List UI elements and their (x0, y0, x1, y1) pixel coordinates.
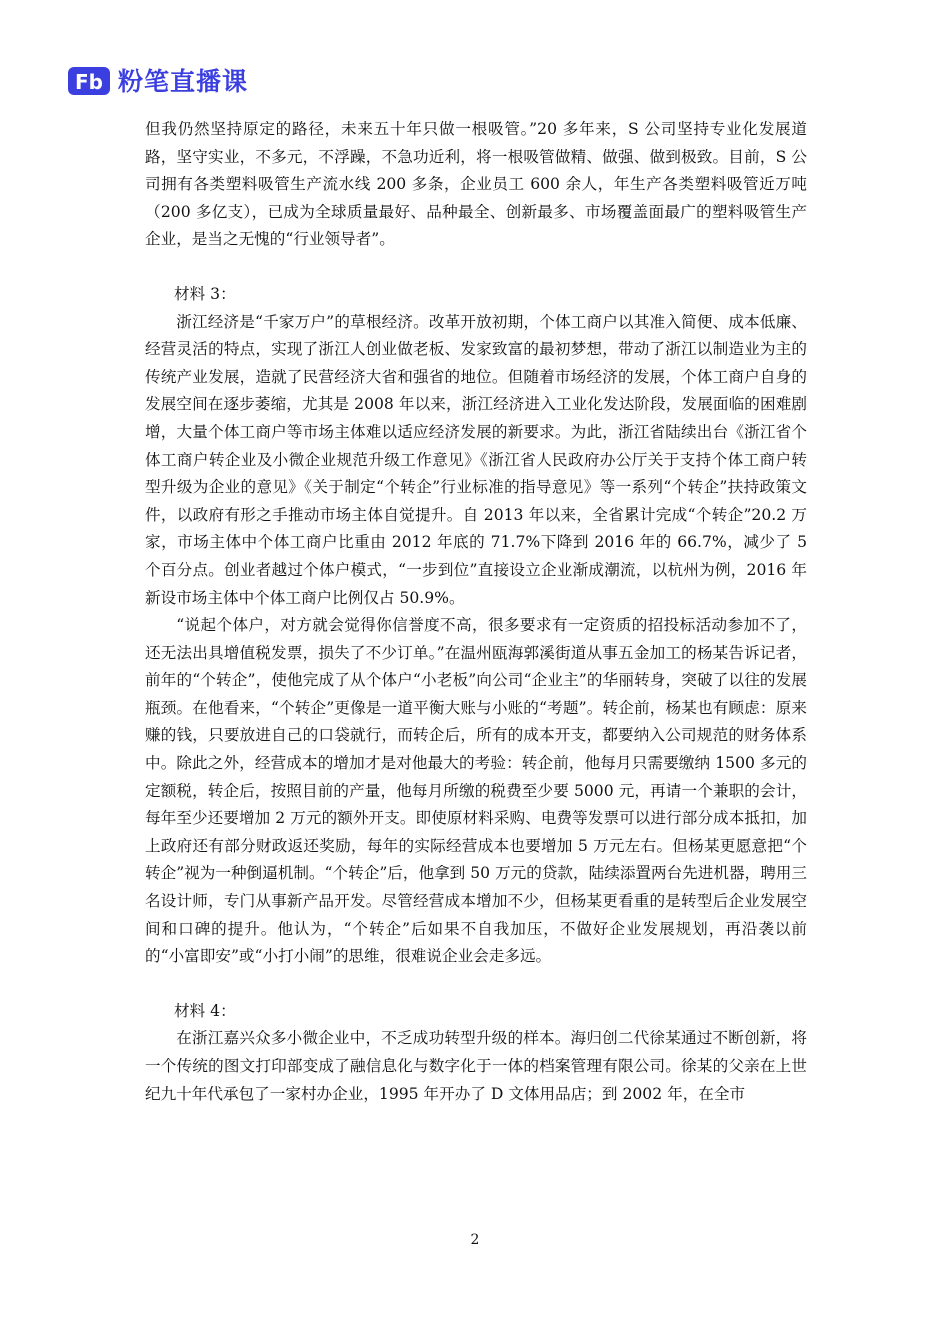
paragraph: 在浙江嘉兴众多小微企业中，不乏成功转型升级的样本。海归创二代徐某通过不断创新，将一个传统的图文打印部变成了融信息化与数字化于一体的档案管理有限公司。徐某的父亲在上世纪九十年代承包了一家村办企业，1995 年开办了 D 文体用品店；到 2002 年，在全市 (145, 1029, 807, 1103)
paragraph-continuation: 但我仍然坚持原定的路径，未来五十年只做一根吸管。”20 多年来，S 公司坚持专业化发展道路，坚守实业，不多元，不浮躁，不急功近利，将一根吸管做精、做强、做到极致。目前，S 公司拥有各类塑料吸管生产流水线 200 多条，企业员工 600 余人，年生产各类塑料吸管近万吨（200 多亿支），已成为全球质量最好、品种最全、创新最多、市场覆盖面最广的塑料吸管生产企业，是当之无愧的“行业领导者”。 (145, 120, 807, 249)
material-4-heading: 材料 4： (174, 1001, 236, 1020)
paragraph: 浙江经济是“千家万户”的草根经济。改革开放初期，个体工商户以其准入简便、成本低廉、经营灵活的特点，实现了浙江人创业做老板、发家致富的最初梦想，带动了浙江以制造业为主的传统产业发展，造就了民营经济大省和强省的地位。但随着市场经济的发展，个体工商户自身的发展空间在逐步萎缩，尤其是 2008 年以来，浙江经济进入工业化发达阶段，发展面临的困难剧增，大量个体工商户等市场主体难以适应经济发展的新要求。为此，浙江省陆续出台《浙江省个体工商户转企业及小微企业规范升级工作意见》《浙江省人民政府办公厅关于支持个体工商户转型升级为企业的意见》《关于制定“个转企”行业标准的指导意见》等一系列“个转企”扶持政策文件，以政府有形之手推动市场主体自觉提升。自 2013 年以来，全省累计完成“个转企”20.2 万家，市场主体中个体工商户比重由 2012 年底的 71.7%下降到 2016 年的 66.7%，减少了 5 个百分点。创业者越过个体户模式，“一步到位”直接设立企业渐成潮流，以杭州为例，2016 年新设市场主体中个体工商户比例仅占 50.9%。 (145, 312, 807, 607)
svg-text:Fb: Fb (75, 70, 103, 94)
brand-logo (68, 62, 248, 98)
brand-name: 粉笔直播课 (118, 67, 249, 96)
fenbi-logo-icon (68, 63, 110, 97)
page-number: 2 (470, 1232, 480, 1248)
document-body (145, 116, 807, 1108)
paragraph: “说起个体户，对方就会觉得你信誉度不高，很多要求有一定资质的招投标活动参加不了，还无法出具增值税发票，损失了不少订单。”在温州瓯海郭溪街道从事五金加工的杨某告诉记者，前年的“个转企”，使他完成了从个体户“小老板”向公司“企业主”的华丽转身，突破了以往的发展瓶颈。在他看来，“个转企”更像是一道平衡大账与小账的“考题”。转企前，杨某也有顾虑：原来赚的钱，只要放进自己的口袋就行，而转企后，所有的成本开支，都要纳入公司规范的财务体系中。除此之外，经营成本的增加才是对他最大的考验：转企前，他每月只需要缴纳 1500 多元的定额税，转企后，按照目前的产量，他每月所缴的税费至少要 5000 元，再请一个兼职的会计，每年至少还要增加 2 万元的额外开支。即使原材料采购、电费等发票可以进行部分成本抵扣，加上政府还有部分财政返还奖励，每年的实际经营成本也要增加 5 万元左右。但杨某更愿意把“个转企”视为一种倒逼机制。“个转企”后，他拿到 50 万元的贷款，陆续添置两台先进机器，聘用三名设计师，专门从事新产品开发。尽管经营成本增加不少，但杨某更看重的是转型后企业发展空间和口碑的提升。他认为，“个转企”后如果不自我加压，不做好企业发展规划，再沿袭以前的“小富即安”或“小打小闹”的思维，很难说企业会走多远。 (145, 616, 807, 966)
material-3-heading: 材料 3： (174, 284, 236, 303)
